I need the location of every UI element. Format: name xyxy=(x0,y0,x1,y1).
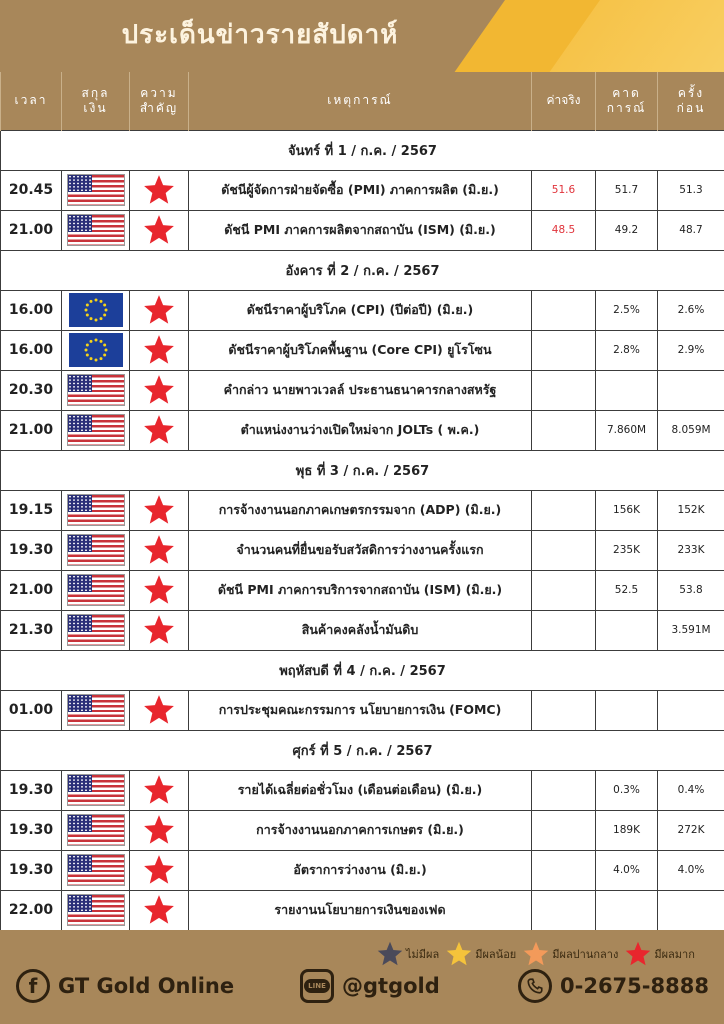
us-flag-icon xyxy=(67,414,125,446)
previous-value: 8.059M xyxy=(658,410,724,450)
currency-cell xyxy=(62,170,130,210)
day-label: ศุกร์ ที่ 5 / ก.ค. / 2567 xyxy=(1,730,724,770)
actual-value xyxy=(532,810,596,850)
legend-star-icon xyxy=(376,940,404,968)
us-flag-icon xyxy=(67,814,125,846)
eu-flag-icon xyxy=(69,333,123,367)
column-header-previous: ครั้ง ก่อน xyxy=(658,72,724,130)
event-name: ดัชนี PMI ภาคการบริการจากสถาบัน (ISM) (มิ.ย.) xyxy=(189,570,532,610)
us-flag-icon xyxy=(67,214,125,246)
red-star-icon xyxy=(142,293,176,327)
event-time: 19.30 xyxy=(1,810,62,850)
event-name: ดัชนีผู้จัดการฝ่ายจัดซื้อ (PMI) ภาคการผลิต (มิ.ย.) xyxy=(189,170,532,210)
importance-cell xyxy=(130,890,189,930)
importance-cell xyxy=(130,570,189,610)
event-time: 19.30 xyxy=(1,770,62,810)
forecast-value: 4.0% xyxy=(596,850,658,890)
legend-item xyxy=(376,940,439,968)
column-header-currency: สกุล เงิน xyxy=(62,72,130,130)
forecast-value: 2.8% xyxy=(596,330,658,370)
previous-value xyxy=(658,890,724,930)
event-name: รายงานนโยบายการเงินของเฟด xyxy=(189,890,532,930)
event-name: สินค้าคงคลังน้ำมันดิบ xyxy=(189,610,532,650)
legend-star-icon xyxy=(522,940,550,968)
legend-item xyxy=(445,940,516,968)
event-row xyxy=(1,570,724,610)
legend-item xyxy=(624,940,695,968)
event-name: จำนวนคนที่ยื่นขอรับสวัสดิการว่างงานครั้งแรก xyxy=(189,530,532,570)
forecast-value xyxy=(596,370,658,410)
event-row xyxy=(1,210,724,250)
previous-value: 4.0% xyxy=(658,850,724,890)
red-star-icon xyxy=(142,693,176,727)
day-row xyxy=(1,450,724,490)
forecast-value: 235K xyxy=(596,530,658,570)
event-row xyxy=(1,170,724,210)
currency-cell xyxy=(62,290,130,330)
event-time: 22.00 xyxy=(1,890,62,930)
actual-value: 48.5 xyxy=(532,210,596,250)
day-row xyxy=(1,130,724,170)
currency-cell xyxy=(62,210,130,250)
day-row xyxy=(1,650,724,690)
event-row xyxy=(1,810,724,850)
red-star-icon xyxy=(142,493,176,527)
column-header-time: เวลา xyxy=(1,72,62,130)
event-name: การจ้างงานนอกภาคการเกษตร (มิ.ย.) xyxy=(189,810,532,850)
actual-value xyxy=(532,690,596,730)
importance-cell xyxy=(130,170,189,210)
importance-cell xyxy=(130,370,189,410)
us-flag-icon xyxy=(67,174,125,206)
event-name: ตำแหน่งงานว่างเปิดใหม่จาก JOLTs ( พ.ค.) xyxy=(189,410,532,450)
previous-value: 2.6% xyxy=(658,290,724,330)
us-flag-icon xyxy=(67,694,125,726)
event-time: 20.45 xyxy=(1,170,62,210)
previous-value: 48.7 xyxy=(658,210,724,250)
legend-label: ไม่มีผล xyxy=(406,948,440,961)
column-header-forecast: คาด การณ์ xyxy=(596,72,658,130)
event-row xyxy=(1,850,724,890)
currency-cell xyxy=(62,570,130,610)
forecast-value: 52.5 xyxy=(596,570,658,610)
red-star-icon xyxy=(142,813,176,847)
importance-cell xyxy=(130,290,189,330)
currency-cell xyxy=(62,530,130,570)
us-flag-icon xyxy=(67,374,125,406)
forecast-value: 2.5% xyxy=(596,290,658,330)
previous-value: 0.4% xyxy=(658,770,724,810)
day-row xyxy=(1,730,724,770)
us-flag-icon xyxy=(67,534,125,566)
forecast-value: 51.7 xyxy=(596,170,658,210)
us-flag-icon xyxy=(67,614,125,646)
page-title: ประเด็นข่าวรายสัปดาห์ xyxy=(121,20,399,50)
event-row xyxy=(1,890,724,930)
previous-value xyxy=(658,370,724,410)
forecast-value xyxy=(596,690,658,730)
event-name: คำกล่าว นายพาวเวลล์ ประธานธนาคารกลางสหรัฐ xyxy=(189,370,532,410)
event-time: 21.30 xyxy=(1,610,62,650)
event-time: 20.30 xyxy=(1,370,62,410)
event-time: 16.00 xyxy=(1,330,62,370)
red-star-icon xyxy=(142,893,176,927)
red-star-icon xyxy=(142,333,176,367)
event-row xyxy=(1,690,724,730)
currency-cell xyxy=(62,690,130,730)
us-flag-icon xyxy=(67,494,125,526)
legend-label: มีผลน้อย xyxy=(475,948,517,961)
legend-star-icon xyxy=(624,940,652,968)
day-row xyxy=(1,250,724,290)
legend-item xyxy=(522,940,618,968)
forecast-value: 0.3% xyxy=(596,770,658,810)
red-star-icon xyxy=(142,413,176,447)
event-row xyxy=(1,530,724,570)
red-star-icon xyxy=(142,213,176,247)
actual-value xyxy=(532,370,596,410)
previous-value: 233K xyxy=(658,530,724,570)
actual-value xyxy=(532,610,596,650)
currency-cell xyxy=(62,490,130,530)
importance-cell xyxy=(130,850,189,890)
importance-cell xyxy=(130,770,189,810)
forecast-value: 7.860M xyxy=(596,410,658,450)
currency-cell xyxy=(62,410,130,450)
event-row xyxy=(1,330,724,370)
currency-cell xyxy=(62,810,130,850)
event-time: 19.30 xyxy=(1,530,62,570)
previous-value: 272K xyxy=(658,810,724,850)
event-name: ดัชนีราคาผู้บริโภคพื้นฐาน (Core CPI) ยูโรโซน xyxy=(189,330,532,370)
column-header-actual: ค่าจริง xyxy=(532,72,596,130)
table-header-row xyxy=(1,72,724,130)
event-row xyxy=(1,490,724,530)
currency-cell xyxy=(62,370,130,410)
actual-value xyxy=(532,570,596,610)
event-row xyxy=(1,290,724,330)
event-time: 21.00 xyxy=(1,410,62,450)
actual-value xyxy=(532,330,596,370)
column-header-event: เหตุการณ์ xyxy=(189,72,532,130)
event-name: รายได้เฉลี่ยต่อชั่วโมง (เดือนต่อเดือน) (มิ.ย.) xyxy=(189,770,532,810)
event-time: 21.00 xyxy=(1,570,62,610)
red-star-icon xyxy=(142,533,176,567)
previous-value: 3.591M xyxy=(658,610,724,650)
previous-value: 51.3 xyxy=(658,170,724,210)
phone-contact[interactable] xyxy=(518,966,709,1006)
event-time: 16.00 xyxy=(1,290,62,330)
line-icon: LINE xyxy=(300,969,334,1003)
forecast-value: 156K xyxy=(596,490,658,530)
day-label: จันทร์ ที่ 1 / ก.ค. / 2567 xyxy=(1,130,724,170)
actual-value xyxy=(532,490,596,530)
line-id: @gtgold xyxy=(342,974,440,998)
red-star-icon xyxy=(142,173,176,207)
red-star-icon xyxy=(142,773,176,807)
currency-cell xyxy=(62,610,130,650)
importance-cell xyxy=(130,690,189,730)
importance-cell xyxy=(130,330,189,370)
us-flag-icon xyxy=(67,854,125,886)
actual-value xyxy=(532,850,596,890)
red-star-icon xyxy=(142,853,176,887)
forecast-value xyxy=(596,610,658,650)
header-banner xyxy=(0,0,724,72)
forecast-value xyxy=(596,890,658,930)
day-label: อังคาร ที่ 2 / ก.ค. / 2567 xyxy=(1,250,724,290)
currency-cell xyxy=(62,770,130,810)
importance-cell xyxy=(130,410,189,450)
previous-value: 152K xyxy=(658,490,724,530)
schedule-table xyxy=(0,72,724,931)
red-star-icon xyxy=(142,573,176,607)
eu-flag-icon xyxy=(69,293,123,327)
importance-cell xyxy=(130,210,189,250)
event-row xyxy=(1,370,724,410)
forecast-value: 49.2 xyxy=(596,210,658,250)
event-time: 19.15 xyxy=(1,490,62,530)
legend-star-icon xyxy=(445,940,473,968)
actual-value xyxy=(532,410,596,450)
event-name: อัตราการว่างงาน (มิ.ย.) xyxy=(189,850,532,890)
event-row xyxy=(1,770,724,810)
actual-value xyxy=(532,290,596,330)
previous-value xyxy=(658,690,724,730)
importance-legend xyxy=(376,940,701,968)
previous-value: 53.8 xyxy=(658,570,724,610)
legend-label: มีผลปานกลาง xyxy=(552,948,619,961)
importance-cell xyxy=(130,810,189,850)
us-flag-icon xyxy=(67,774,125,806)
red-star-icon xyxy=(142,613,176,647)
day-label: พฤหัสบดี ที่ 4 / ก.ค. / 2567 xyxy=(1,650,724,690)
line-contact[interactable] xyxy=(300,966,440,1006)
event-time: 21.00 xyxy=(1,210,62,250)
event-name: ดัชนีราคาผู้บริโภค (CPI) (ปีต่อปี) (มิ.ย.) xyxy=(189,290,532,330)
day-label: พุธ ที่ 3 / ก.ค. / 2567 xyxy=(1,450,724,490)
forecast-value: 189K xyxy=(596,810,658,850)
event-name: การจ้างงานนอกภาคเกษตรกรรมจาก (ADP) (มิ.ย.) xyxy=(189,490,532,530)
us-flag-icon xyxy=(67,574,125,606)
phone-icon xyxy=(518,969,552,1003)
importance-cell xyxy=(130,530,189,570)
legend-label: มีผลมาก xyxy=(654,948,695,961)
facebook-name: GT Gold Online xyxy=(58,974,235,998)
importance-cell xyxy=(130,610,189,650)
actual-value: 51.6 xyxy=(532,170,596,210)
facebook-icon: f xyxy=(16,969,50,1003)
currency-cell xyxy=(62,850,130,890)
red-star-icon xyxy=(142,373,176,407)
actual-value xyxy=(532,890,596,930)
event-row xyxy=(1,410,724,450)
currency-cell xyxy=(62,890,130,930)
column-header-importance: ความ สำคัญ xyxy=(130,72,189,130)
event-row xyxy=(1,610,724,650)
importance-cell xyxy=(130,490,189,530)
us-flag-icon xyxy=(67,894,125,926)
event-time: 19.30 xyxy=(1,850,62,890)
event-time: 01.00 xyxy=(1,690,62,730)
actual-value xyxy=(532,770,596,810)
event-name: ดัชนี PMI ภาคการผลิตจากสถาบัน (ISM) (มิ.ย.) xyxy=(189,210,532,250)
event-name: การประชุมคณะกรรมการ นโยบายการเงิน (FOMC) xyxy=(189,690,532,730)
currency-cell xyxy=(62,330,130,370)
facebook-contact[interactable] xyxy=(16,966,234,1006)
phone-number: 0-2675-8888 xyxy=(560,974,709,998)
previous-value: 2.9% xyxy=(658,330,724,370)
actual-value xyxy=(532,530,596,570)
